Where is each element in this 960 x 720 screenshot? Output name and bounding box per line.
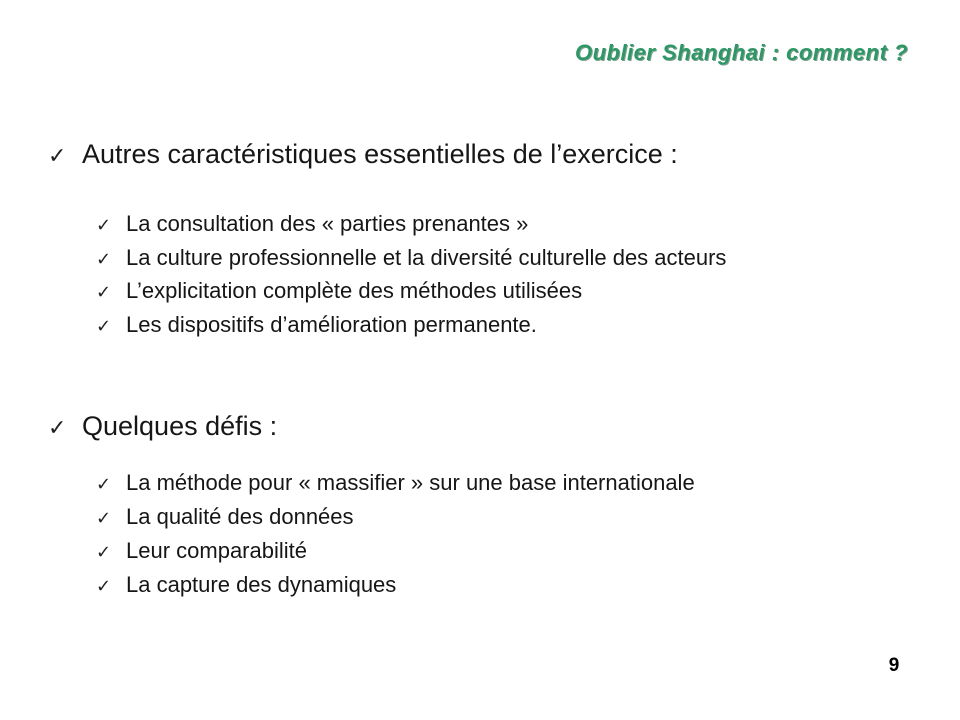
list-item-text: Leur comparabilité xyxy=(126,538,307,563)
check-bullet-icon: ✓ xyxy=(48,143,67,168)
list-item xyxy=(96,274,726,308)
slide-title: Oublier Shanghai : comment ? xyxy=(574,40,908,65)
list-item xyxy=(96,534,695,568)
section-heading-text: Autres caractéristiques essentielles de l’exercice : xyxy=(82,139,678,169)
list-item xyxy=(96,568,695,602)
list-item xyxy=(96,308,726,342)
check-bullet-icon: ✓ xyxy=(96,474,112,494)
check-bullet-icon: ✓ xyxy=(96,282,112,302)
check-bullet-icon: ✓ xyxy=(96,576,112,596)
list-item-text: L’explicitation complète des méthodes utilisées xyxy=(126,278,583,303)
page-number: 9 xyxy=(888,655,900,676)
check-bullet-icon: ✓ xyxy=(96,315,112,336)
caracteristiques-list xyxy=(96,207,726,341)
section-heading-text: Quelques défis : xyxy=(82,411,278,441)
list-item xyxy=(96,500,695,534)
list-item-text: Les dispositifs d’amélioration permanente. xyxy=(126,311,537,337)
check-bullet-icon: ✓ xyxy=(96,508,112,528)
list-item xyxy=(96,241,726,275)
section-heading-caracteristiques xyxy=(48,137,678,173)
list-item xyxy=(96,207,726,241)
check-bullet-icon: ✓ xyxy=(96,248,112,269)
check-bullet-icon: ✓ xyxy=(96,215,112,235)
check-bullet-icon: ✓ xyxy=(96,542,112,562)
list-item-text: La culture professionnelle et la diversité culturelle des acteurs xyxy=(126,244,727,270)
list-item-text: La qualité des données xyxy=(126,504,354,529)
list-item-text: La méthode pour « massifier » sur une base internationale xyxy=(126,470,695,495)
list-item-text: La capture des dynamiques xyxy=(126,572,397,597)
list-item xyxy=(96,466,695,500)
check-bullet-icon: ✓ xyxy=(48,415,67,440)
section-heading-defis xyxy=(48,409,277,445)
list-item-text: La consultation des « parties prenantes » xyxy=(126,211,529,236)
defis-list xyxy=(96,466,695,602)
